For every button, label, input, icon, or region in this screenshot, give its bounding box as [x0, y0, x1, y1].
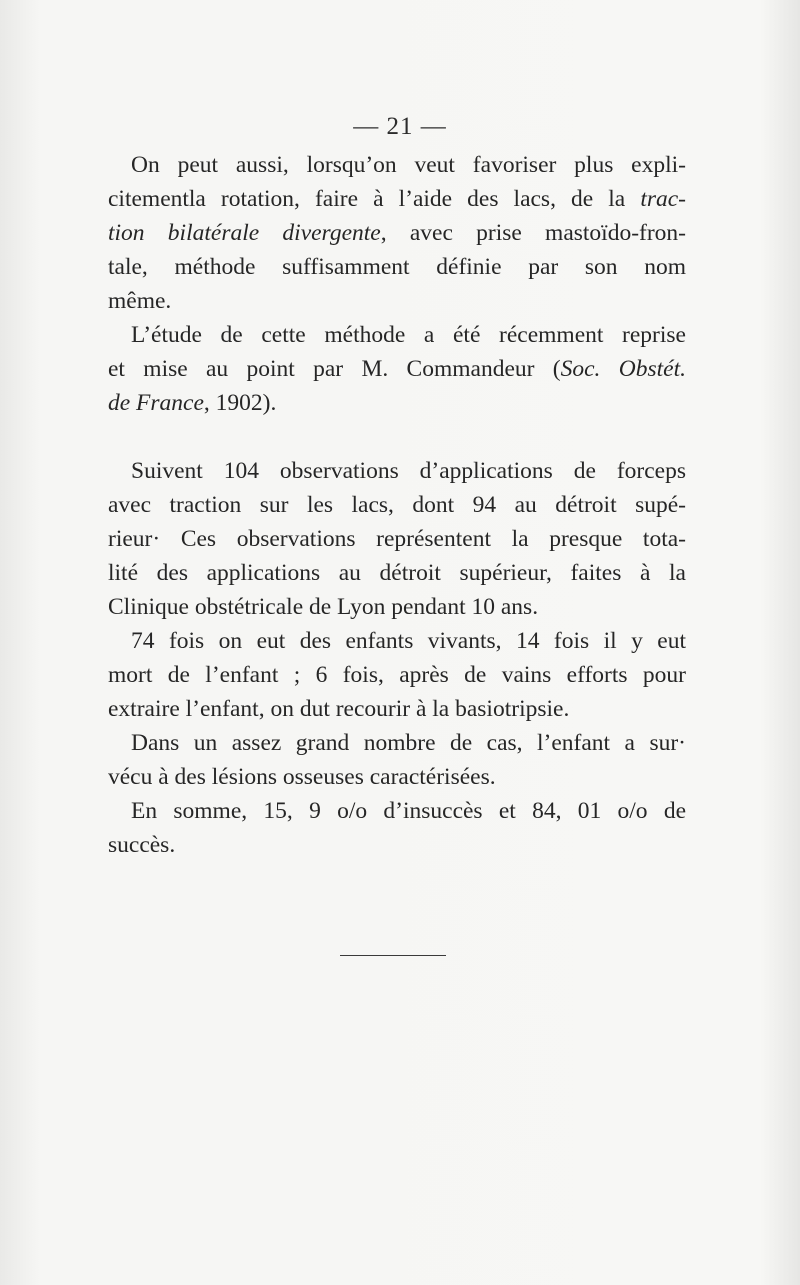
body-text: [108, 148, 686, 862]
text-line: [108, 216, 686, 250]
bleed-through: [120, 1040, 720, 1200]
page-number: — 21 —: [353, 113, 447, 140]
paragraph-5: [108, 726, 686, 794]
text-fragment: et mise au point par M. Commandeur (: [108, 356, 561, 382]
text-line: [108, 352, 686, 386]
text-line: rieur· Ces observations représentent la presque tota-: [108, 526, 686, 552]
text-line: Suivent 104 observations d’applications de forceps: [131, 458, 686, 484]
paragraph-2: [108, 318, 686, 420]
text-line: lité des applications au détroit supérieur, faites à la: [108, 560, 686, 586]
text-line: On peut aussi, lorsqu’on veut favoriser plus expli-: [131, 152, 686, 178]
text-line: succès.: [108, 832, 176, 858]
text-line: tale, méthode suffisamment définie par son nom: [108, 254, 686, 280]
text-fragment: citementla rotation, faire à l’aide des lacs, de la: [108, 186, 641, 212]
text-line: mort de l’enfant ; 6 fois, après de vains efforts pour: [108, 662, 686, 688]
text-line: [108, 386, 686, 420]
text-line: Clinique obstétricale de Lyon pendant 10 ans.: [108, 594, 539, 620]
text-line: vécu à des lésions osseuses caractérisées.: [108, 764, 496, 790]
text-line: 74 fois on eut des enfants vivants, 14 fois il y eut: [131, 628, 686, 654]
text-line: En somme, 15, 9 o/o d’insuccès et 84, 01 o/o de: [131, 798, 686, 824]
paragraph-6: [108, 794, 686, 862]
section-divider-rule: [340, 955, 446, 956]
text-line: [108, 182, 686, 216]
italic-fragment: trac-: [640, 186, 686, 212]
paragraph-4: [108, 624, 686, 726]
text-fragment: , 1902).: [203, 390, 277, 416]
paragraph-1: [108, 148, 686, 318]
italic-fragment: Soc. Obstét.: [560, 356, 686, 382]
text-line: extraire l’enfant, on dut recourir à la basiotripsie.: [108, 696, 570, 722]
italic-fragment: de France: [108, 390, 204, 416]
italic-fragment: tion bilatérale divergente: [108, 220, 381, 246]
text-line: L’étude de cette méthode a été récemment reprise: [131, 322, 686, 348]
text-fragment: , avec prise mastoïdo-fron-: [380, 220, 687, 246]
text-line: même.: [108, 288, 172, 314]
text-line: Dans un assez grand nombre de cas, l’enfant a sur·: [131, 730, 686, 756]
text-line: avec traction sur les lacs, dont 94 au détroit supé-: [108, 492, 686, 518]
paragraph-3: [108, 454, 686, 624]
